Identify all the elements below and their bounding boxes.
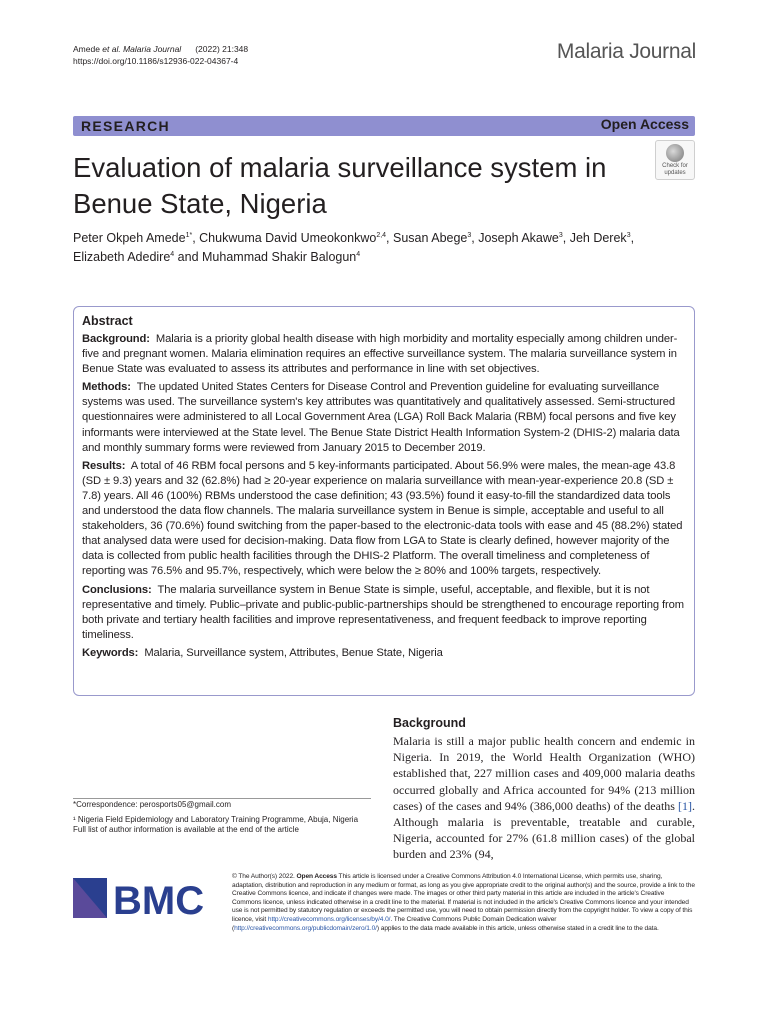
- bmc-logo: [73, 874, 215, 920]
- badge-text: [656, 163, 694, 177]
- citation-etal: et al. Malaria Journal: [102, 44, 182, 54]
- author-separator: ,: [630, 231, 635, 245]
- abstract-results-label: Results:: [82, 459, 126, 472]
- section-banner: [73, 116, 695, 136]
- background-body: [393, 733, 695, 863]
- citation-authors: Amede: [73, 44, 103, 54]
- author-name: Elizabeth Adedire: [73, 250, 171, 264]
- abstract-keywords-label: Keywords:: [82, 646, 139, 659]
- author-affiliation: 1*: [185, 232, 193, 239]
- author-affiliation: 2,4: [376, 232, 387, 239]
- abstract-background-text: Malaria is a priority global health disease with high morbidity and mortality especially among children under-five and pregnant women. Malaria elimination requires an effective surveillance system. The malaria surveillance system in Benue State was evaluated to assess its attributes and performance in line with set objectives.: [82, 333, 678, 376]
- affiliation-note: ¹ Nigeria Field Epidemiology and Laboratory Training Programme, Abuja, Nigeria: [73, 814, 359, 824]
- bmc-logo-mark: [73, 878, 107, 918]
- background-text-1: Malaria is still a major public health concern and endemic in Nigeria. In 2019, the World Health Organization (WHO) established that, 227 million cases and 409,000 malaria deaths occurred globally and Africa accounted for 94% (213 million cases) of the cases and 94% (386,000 deaths) of the deaths: [393, 734, 695, 813]
- abstract-heading: Abstract: [82, 314, 133, 328]
- license-link-1[interactable]: http://creativecommons.org/licenses/by/4.0/: [267, 915, 391, 923]
- journal-name: Malaria Journal: [556, 40, 696, 63]
- license-open-access: Open Access: [296, 873, 337, 880]
- abstract-methods-text: The updated United States Centers for Disease Control and Prevention guideline for evaluating surveillance systems was used. The surveillance system's key attributes was quantitatively and qualitatively assessed. Semi-structured questionnaires were administered to all Local Government Area (LGA) Roll Back Malaria (RBM) focal persons and five key informants were interviewed at the State level. The Benue State District Health Information System-2 (DHIS-2) malaria data and monthly summary forms were reviewed from January 2015 to December 2019.: [82, 381, 680, 454]
- author-affiliation: 4: [170, 251, 175, 258]
- author-list: [73, 229, 673, 267]
- author-name: Joseph Akawe: [478, 231, 559, 245]
- author-separator: ,: [386, 231, 393, 245]
- author-name: Chukwuma David Umeokonkwo: [199, 231, 377, 245]
- abstract-conclusions: [82, 583, 686, 643]
- abstract-methods-label: Methods:: [82, 381, 131, 394]
- abstract-methods: [82, 380, 686, 455]
- abstract-results: [82, 459, 686, 580]
- article-title: Evaluation of malaria surveillance system in Benue State, Nigeria: [73, 152, 607, 219]
- author-name: Muhammad Shakir Balogun: [202, 250, 357, 264]
- author-separator: ,: [192, 231, 200, 245]
- citation-header: [73, 43, 248, 67]
- author-name: Jeh Derek: [569, 231, 627, 245]
- check-for-updates-badge[interactable]: [655, 140, 695, 180]
- background-heading: Background: [393, 716, 466, 730]
- footnotes: [73, 800, 371, 836]
- citation-year: (2022) 21:348: [195, 44, 249, 54]
- correspondence-note: *Correspondence: perosports05@gmail.com: [73, 800, 231, 809]
- abstract-background-label: Background:: [82, 333, 150, 345]
- author-separator: ,: [471, 231, 479, 245]
- abstract-conclusions-label: Conclusions:: [82, 583, 152, 596]
- background-text-2: . Although malaria is preventable, treatable and curable, Nigeria, accounted for 27% (61.8 million cases) of the global burden and 23% (94,: [393, 798, 695, 862]
- abstract-keywords: [82, 646, 686, 661]
- license-text: [232, 873, 695, 933]
- abstract-keywords-text: Malaria, Surveillance system, Attributes, Benue State, Nigeria: [144, 646, 443, 659]
- footnote-divider: [73, 798, 371, 799]
- abstract-box: [73, 306, 695, 696]
- author-separator: ,: [562, 231, 570, 245]
- abstract-results-text: A total of 46 RBM focal persons and 5 key-informants participated. About 56.9% were males, the mean-age 43.8 (SD ± 9.3) years and 32 (62.8%) had ≥ 20-year experience on malaria surveillance with mean-year-experience 20.8 (SD ± 7.8) years. All 46 (100%) RBMs understood the case definition; 43 (93.5%) found it easy-to-fill the standardized data tools and understood the data flow channels. The malaria surveillance system in Benue is simple, acceptable and useful to all stakeholders, 36 (70.6%) found switching from the paper-based to the electronic-data tools with ease and 45 (88.2%) stated that analysed data were used for decision-making. Data flow from LGA to State is clearly defined, however majority of the data is collected from public health facilities through the DHIS-2 Platform. The overall timeliness and completeness of reporting was 76.5% and 95.7%, respectively, which were below the ≥ 80% and 100% targets, respectively.: [82, 459, 683, 578]
- check-updates-icon: [666, 144, 684, 162]
- author-separator: and: [174, 250, 203, 264]
- citation-line: [73, 43, 248, 55]
- abstract-background: [82, 332, 686, 377]
- license-text-3: ) applies to the data made available in this article, unless otherwise stated in a credit line to the data.: [376, 924, 659, 932]
- license-copyright: © The Author(s) 2022.: [232, 873, 297, 880]
- author-affiliation: 3: [626, 232, 631, 239]
- author-name: Susan Abege: [393, 231, 468, 245]
- open-access-label: Open Access: [600, 116, 689, 132]
- badge-line2: updates: [664, 170, 686, 176]
- author-affiliation: 4: [356, 251, 361, 258]
- author-affiliation: 3: [467, 232, 472, 239]
- license-text-1: This article is licensed under a Creative Commons Attribution 4.0 International License, which permits use, sharing, adaptation, distribution and reproduction in any medium or format, as long as you give appropriate credit to the original author(s) and the source, provide a link to the Creative Commons licence, and indicate if changes were made. The images or other third party material in this article are included in the article's Creative Commons licence, unless indicated otherwise in a credit line to the material. If material is not included in the article's Creative Commons licence and your intended use is not permitted by statutory regulation or exceeds the permitted use, you will need to obtain permission directly from the copyright holder. To view a copy of this licence, visit: [232, 873, 695, 923]
- license-text-2: . The Creative Commons Public Domain Dedication waiver (: [232, 915, 557, 932]
- license-link-2[interactable]: http://creativecommons.org/publicdomain/zero/1.0/: [234, 924, 377, 932]
- section-label: RESEARCH: [81, 118, 170, 134]
- author-name: Peter Okpeh Amede: [73, 231, 186, 245]
- doi-link[interactable]: https://doi.org/10.1186/s12936-022-04367-4: [73, 56, 239, 66]
- author-affiliation: 3: [558, 232, 563, 239]
- reference-link[interactable]: [1]: [678, 798, 692, 813]
- abstract-conclusions-text: The malaria surveillance system in Benue State is simple, useful, acceptable, and flexible, but it is not representative and timely. Public–private and public-public-partnerships should be strengthened to encourage reporting from both private and tertiary health facilities and improve representativeness, and frequent feedback to improve reporting timeliness.: [82, 583, 684, 641]
- badge-line1: Check for: [662, 163, 688, 169]
- full-list-note: Full list of author information is available at the end of the article: [73, 825, 299, 834]
- bmc-logo-text: BMC: [113, 879, 205, 920]
